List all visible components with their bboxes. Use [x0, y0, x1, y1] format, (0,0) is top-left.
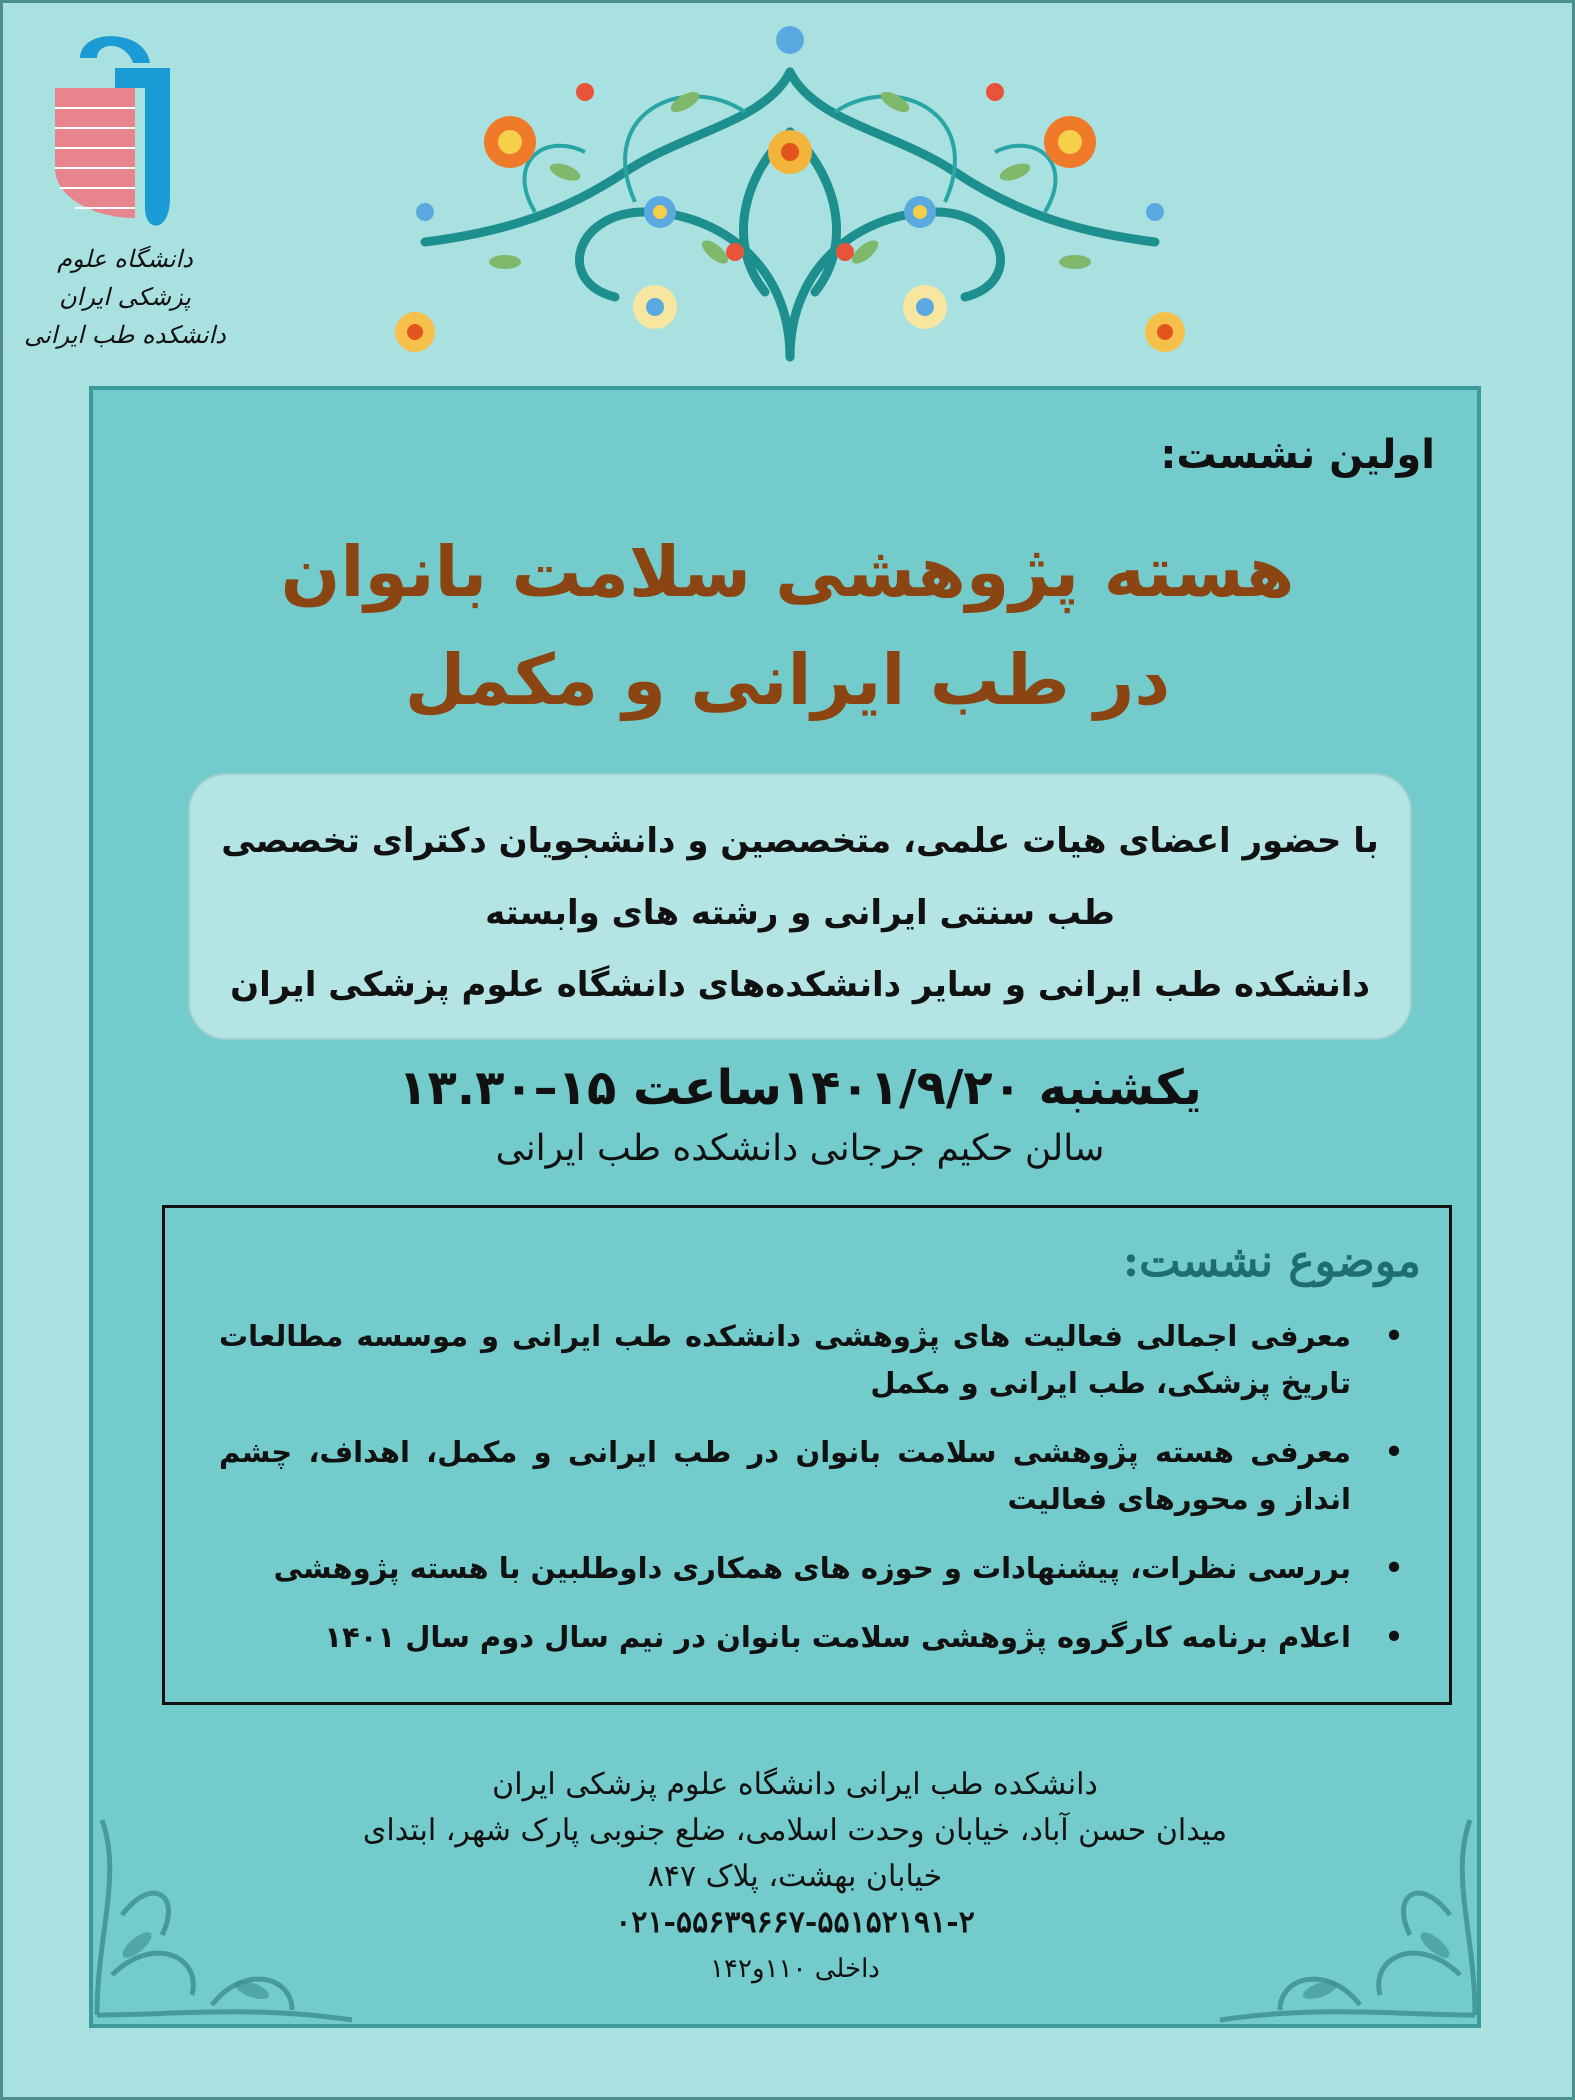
topic-text: بررسی نظرات، پیشنهادات و حوزه های همکاری داوطلبین با هسته پژوهشی [273, 1551, 1351, 1585]
session-title-line1: هسته پژوهشی سلامت بانوان [280, 531, 1295, 613]
topics-heading: موضوع نشست: [1122, 1236, 1421, 1287]
audience-box [188, 773, 1412, 1040]
session-title-line2: در طب ایرانی و مکمل [404, 639, 1171, 721]
list-item [219, 1545, 1409, 1592]
topic-text: اعلام برنامه کارگروه پژوهشی سلامت بانوان در نیم سال دوم سال ۱۴۰۱ [324, 1620, 1351, 1654]
footer-address-line2: خیابان بهشت، پلاک ۸۴۷ [647, 1859, 943, 1894]
logo-caption [20, 240, 230, 354]
footer-phone: ۰۲۱-۵۵۶۳۹۶۶۷-۵۵۱۵۲۱۹۱-۲ [615, 1905, 975, 1940]
footer-contact [0, 1762, 1575, 1992]
footer-address-line1: میدان حسن آباد، خیابان وحدت اسلامی، ضلع جنوبی پارک شهر، ابتدای [362, 1813, 1228, 1848]
list-item [219, 1313, 1409, 1407]
audience-line3: دانشکده طب ایرانی و سایر دانشکده‌های دانشگاه علوم پزشکی ایران [230, 965, 1370, 1005]
audience-line2: طب سنتی ایرانی و رشته های وابسته [485, 893, 1115, 933]
topics-box [162, 1205, 1452, 1705]
logo-faculty-name: دانشکده طب ایرانی [24, 321, 226, 349]
topic-text: معرفی هسته پژوهشی سلامت بانوان در طب ایرانی و مکمل، اهداف، چشم انداز و محورهای فعالیت [219, 1435, 1351, 1516]
list-item [219, 1429, 1409, 1523]
event-date-time: یکشنبه ۱۴۰۱/۹/۲۰ساعت ۱۵–۱۳.۳۰ [398, 1060, 1202, 1116]
bullet-icon: • [1384, 1620, 1404, 1654]
floral-ornament [385, 12, 1195, 367]
bullet-icon: • [1384, 1435, 1404, 1469]
footer-extension: داخلی ۱۱۰و۱۴۲ [710, 1954, 880, 1984]
bullet-icon: • [1384, 1319, 1404, 1353]
topics-list [219, 1313, 1409, 1683]
session-label: اولین نشست: [1160, 432, 1435, 478]
list-item [219, 1614, 1409, 1661]
footer-faculty: دانشکده طب ایرانی دانشگاه علوم پزشکی ایران [492, 1767, 1098, 1802]
event-venue: سالن حکیم جرجانی دانشکده طب ایرانی [495, 1128, 1105, 1169]
bullet-icon: • [1384, 1551, 1404, 1585]
logo-university-name: دانشگاه علوم پزشکی ایران [57, 245, 193, 311]
topic-text: معرفی اجمالی فعالیت های پژوهشی دانشکده طب ایرانی و موسسه مطالعات تاریخ پزشکی، طب ایرانی و مکمل [219, 1319, 1351, 1400]
audience-line1: با حضور اعضای هیات علمی، متخصصین و دانشجویان دکترای تخصصی [221, 821, 1379, 861]
